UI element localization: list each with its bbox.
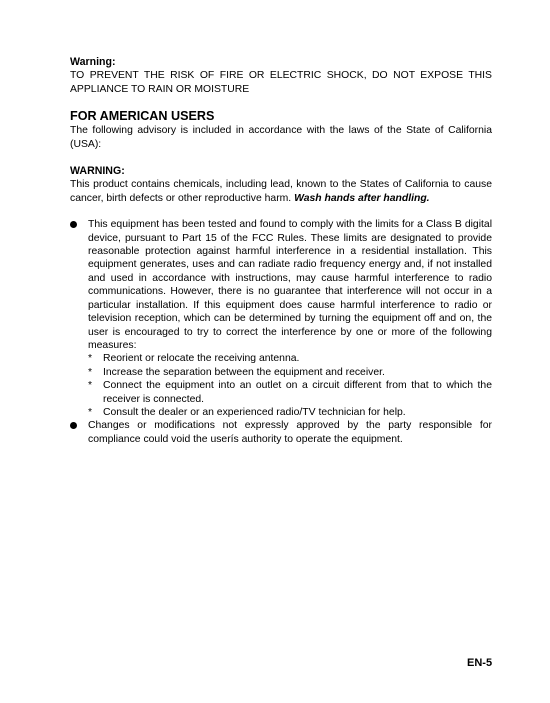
- asterisk-marker: *: [88, 353, 93, 365]
- measure-item: [70, 379, 492, 406]
- california-warning-paragraph: [70, 178, 492, 205]
- measure-item: [70, 406, 492, 419]
- advisory-text: The following advisory is included in accordance with the laws of the State of California (USA):: [70, 125, 492, 150]
- bullet-item-fcc-compliance: [70, 218, 492, 352]
- bullet-dot-icon: [70, 221, 77, 228]
- bullet-text: This equipment has been tested and found to comply with the limits for a Class B digital device, pursuant to Part 15 of the FCC Rules. These limits are designated to provide reasonable protection against harmful interference in a residential installation. This equipment generates, uses and can radiate radio frequency energy and, if not installed and used in accordance with instructions, may cause harmful interference to radio communications. However, there is no guarantee that interference will not occur in a particular installation. If this equipment does cause harmful interference to radio or television reception, which can be determined by turning the equipment off and on, the user is encouraged to try to correct the interference by one or more of the following measures:: [88, 219, 492, 351]
- california-warning-text: This product contains chemicals, including lead, known to the States of California to cause cancer, birth defects or other reproductive harm.: [70, 179, 492, 204]
- wash-hands-emphasis: Wash hands after handling.: [294, 192, 430, 204]
- california-warning-title: WARNING:: [70, 165, 125, 178]
- measure-text: Increase the separation between the equipment and receiver.: [103, 366, 385, 378]
- asterisk-marker: *: [88, 380, 93, 392]
- asterisk-marker: *: [88, 366, 93, 378]
- measure-text: Connect the equipment into an outlet on a circuit different from that to which the receiver is connected.: [103, 380, 492, 405]
- measures-list: [70, 352, 492, 419]
- document-page: [70, 56, 492, 446]
- section-heading: FOR AMERICAN USERS: [70, 109, 215, 124]
- measure-text: Consult the dealer or an experienced radio/TV technician for help.: [103, 406, 406, 418]
- measure-item: [70, 366, 492, 379]
- warning-section: [70, 56, 492, 96]
- warning-title: Warning:: [70, 56, 116, 68]
- fcc-bullet-list: [70, 218, 492, 446]
- bullet-item-modifications: [70, 419, 492, 446]
- warning-text: TO PREVENT THE RISK OF FIRE OR ELECTRIC SHOCK, DO NOT EXPOSE THIS APPLIANCE TO RAIN OR MOISTURE: [70, 70, 492, 95]
- measure-text: Reorient or relocate the receiving antenna.: [103, 353, 300, 365]
- bullet-dot-icon: [70, 422, 77, 429]
- page-number: EN-5: [467, 657, 493, 669]
- bullet-text: Changes or modifications not expressly approved by the party responsible for compliance could void the userís authority to operate the equipment.: [88, 420, 492, 445]
- asterisk-marker: *: [88, 406, 93, 418]
- measure-item: [70, 352, 492, 365]
